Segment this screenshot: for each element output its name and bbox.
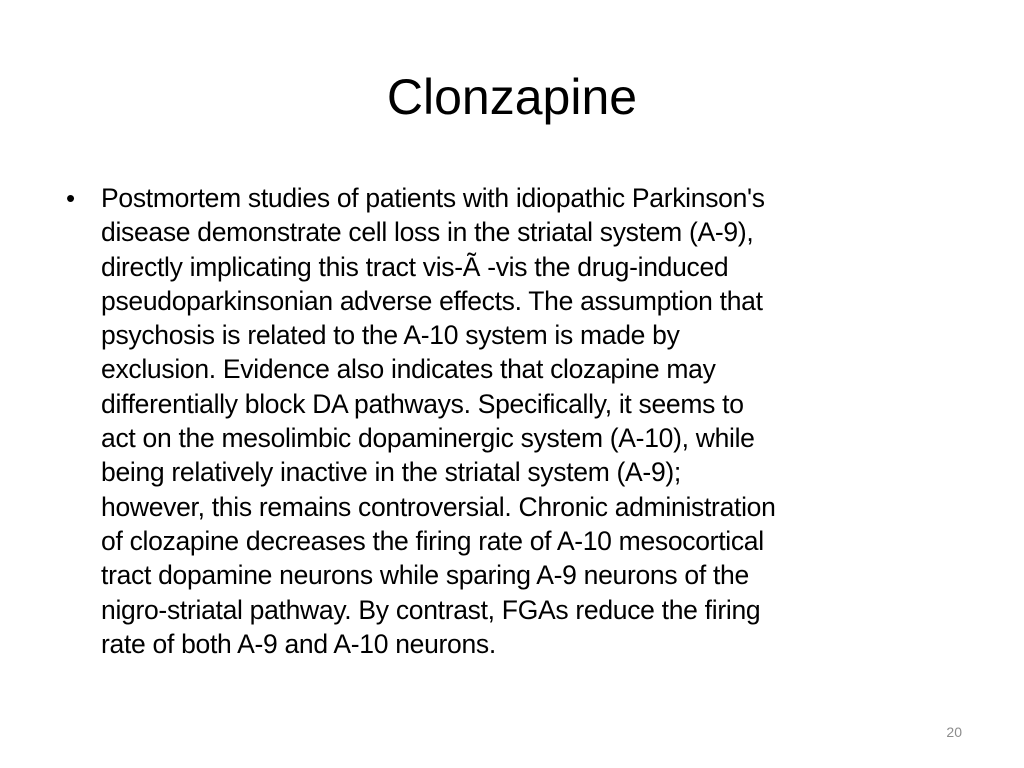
bullet-line: directly implicating this tract vis-Ã -vis the drug-induced <box>101 251 729 282</box>
bullet-line: exclusion. Evidence also indicates that clozapine may <box>101 354 716 385</box>
slide-content <box>66 181 966 661</box>
bullet-line: nigro-striatal pathway. By contrast, FGAs reduce the firing <box>101 594 761 625</box>
bullet-line: of clozapine decreases the firing rate of A-10 mesocortical <box>101 525 764 556</box>
bullet-line: pseudoparkinsonian adverse effects. The assumption that <box>101 285 763 316</box>
bullet-line: however, this remains controversial. Chronic administration <box>101 491 776 522</box>
bullet-line: tract dopamine neurons while sparing A-9 neurons of the <box>101 560 749 591</box>
bullet-line: psychosis is related to the A-10 system is made by <box>101 320 680 351</box>
page-number: 20 <box>946 724 962 740</box>
bullet-line: Postmortem studies of patients with idiopathic Parkinson's <box>101 183 765 213</box>
bullet-line: disease demonstrate cell loss in the striatal system (A-9), <box>101 217 754 248</box>
bullet-item <box>66 181 966 661</box>
bullet-line: being relatively inactive in the striatal system (A-9); <box>101 457 681 488</box>
slide-title: Clonzapine <box>386 69 638 125</box>
bullet-icon: • <box>66 183 76 213</box>
bullet-line: act on the mesolimbic dopaminergic system (A-10), while <box>101 423 755 454</box>
bullet-text <box>101 181 961 661</box>
bullet-line: rate of both A-9 and A-10 neurons. <box>101 628 496 659</box>
bullet-line: differentially block DA pathways. Specifically, it seems to <box>101 388 744 419</box>
